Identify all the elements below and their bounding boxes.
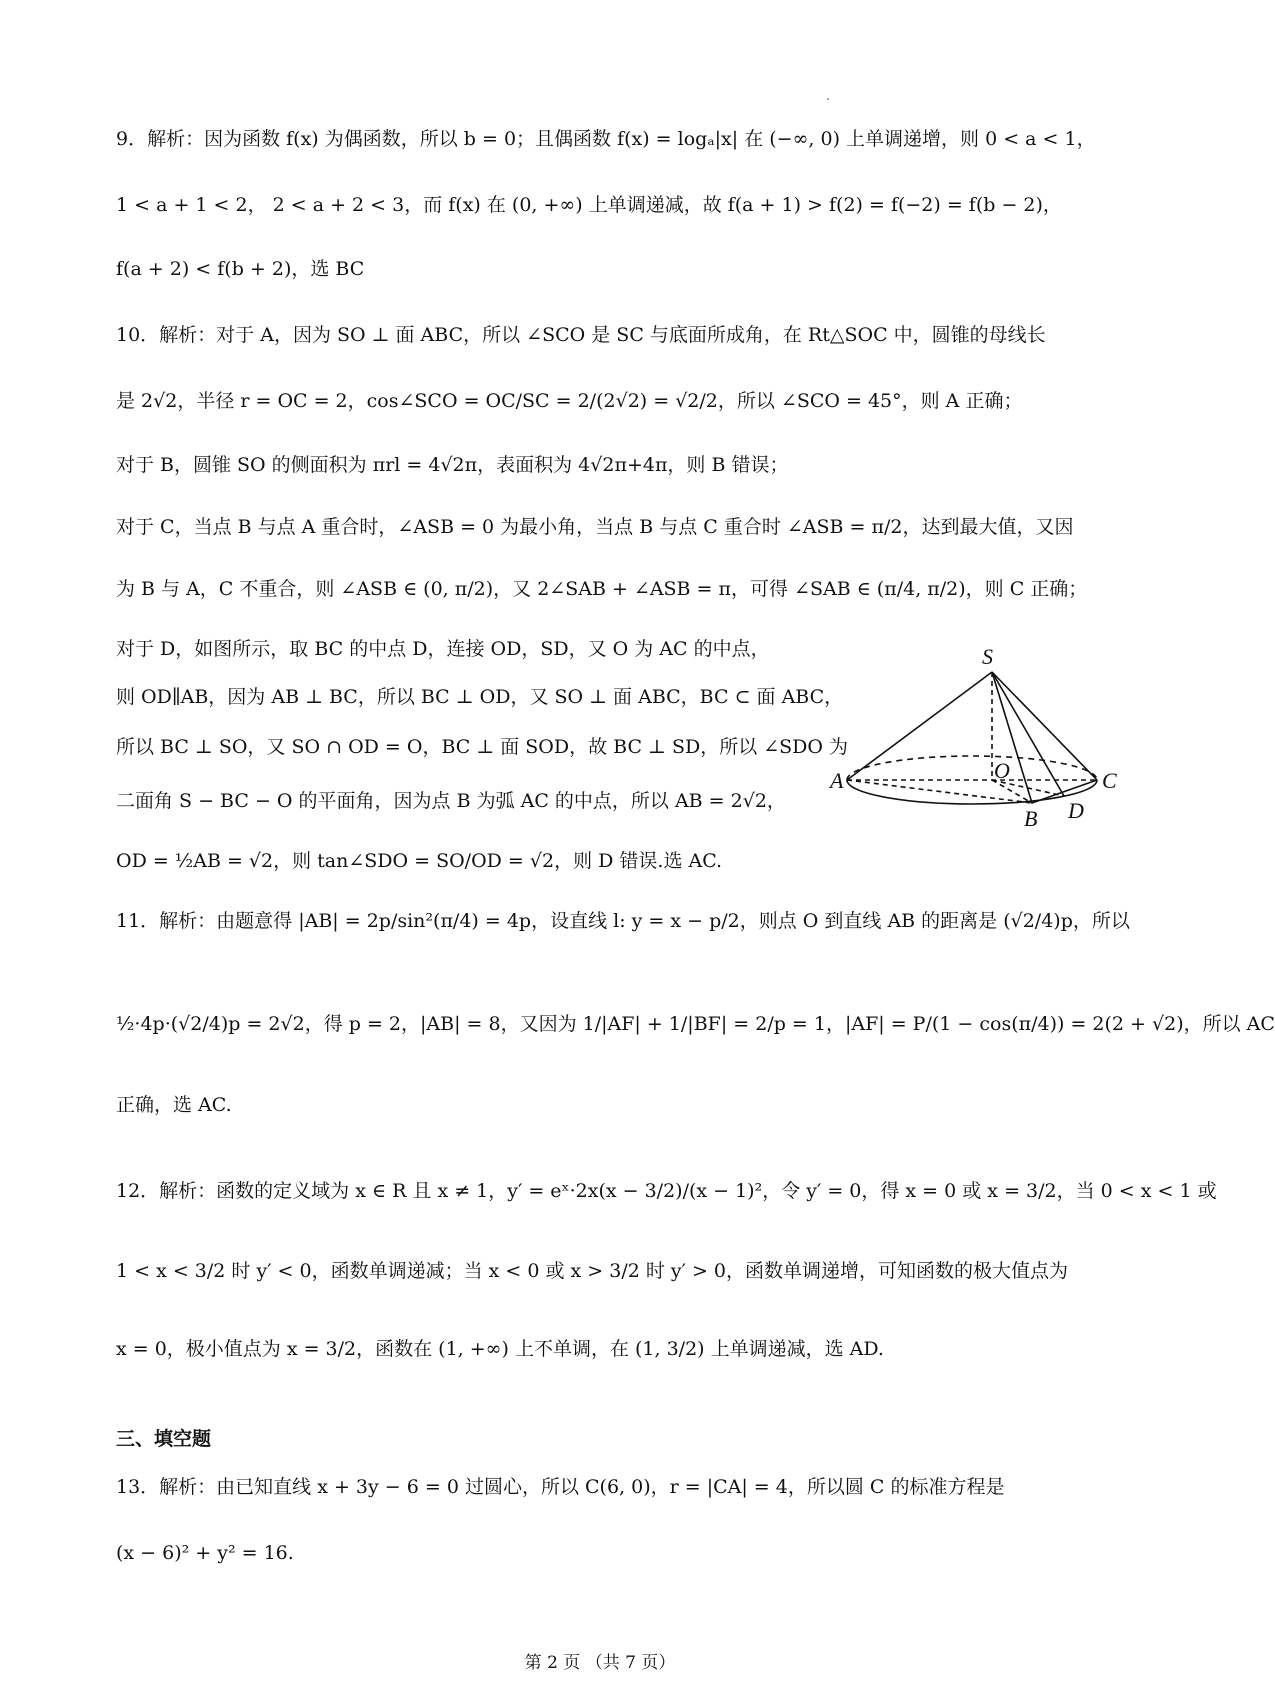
line-12-3: x = 0，极小值点为 x = 3/2，函数在 (1, +∞) 上不单调，在 (1, 3/2) 上单调递减，选 AD. [116,1338,884,1360]
line-10-3: 对于 B，圆锥 SO 的侧面积为 πrl = 4√2π，表面积为 4√2π+4π，则 B 错误； [116,454,789,476]
base-front-arc [847,780,1097,804]
line-13-1: 13．解析：由已知直线 x + 3y − 6 = 0 过圆心，所以 C(6, 0)，r = |CA| = 4，所以圆 C 的标准方程是 [116,1476,1005,1498]
edge-BC [1032,780,1097,803]
line-10-8: 所以 BC ⊥ SO，又 SO ∩ OD = O，BC ⊥ 面 SOD，故 BC ⊥ SD，所以 ∠SDO 为 [116,736,849,758]
line-10-7: 则 OD∥AB，因为 AB ⊥ BC，所以 BC ⊥ OD，又 SO ⊥ 面 ABC，BC ⊂ 面 ABC， [116,686,844,708]
line-13-2: (x − 6)² + y² = 16. [116,1542,294,1564]
line-10-9: 二面角 S − BC − O 的平面角，因为点 B 为弧 AC 的中点，所以 AB = 2√2， [116,790,786,812]
line-10-10: OD = ½AB = √2，则 tan∠SDO = SO/OD = √2，则 D 错误.选 AC. [116,850,723,872]
line-10-6: 对于 D，如图所示，取 BC 的中点 D，连接 OD，SD，又 O 为 AC 的中点， [116,638,770,660]
line-10-1: 10．解析：对于 A，因为 SO ⊥ 面 ABC，所以 ∠SCO 是 SC 与底面所成角，在 Rt△SOC 中，圆锥的母线长 [116,324,1046,346]
label-D: D [1068,798,1084,823]
page-footer: 第 2 页 （共 7 页） [524,1653,676,1673]
line-9-3: f(a + 2) < f(b + 2)，选 BC [116,258,365,280]
section-heading-fill-blank: 三、填空题 [116,1428,212,1450]
line-12-2: 1 < x < 3/2 时 y′ < 0，函数单调递减；当 x < 0 或 x > 3/2 时 y′ > 0，函数单调递增，可知函数的极大值点为 [116,1260,1069,1282]
label-O: O [994,758,1010,783]
line-10-2: 是 2√2，半径 r = OC = 2，cos∠SCO = OC/SC = 2/(2√2) = √2/2，所以 ∠SCO = 45°，则 A 正确； [116,390,1023,412]
label-C: C [1102,768,1117,793]
line-11-2: ½·4p·(√2/4)p = 2√2，得 p = 2，|AB| = 8，又因为 1/|AF| + 1/|BF| = 2/p = 1，|AF| = P/(1 − cos(π/4)) = 2(2 + √2)，所以 AC [116,1013,1275,1035]
line-9-2: 1 < a + 1 < 2， 2 < a + 2 < 3，而 f(x) 在 (0, +∞) 上单调递减，故 f(a + 1) > f(2) = f(−2) = f(b − 2)， [116,194,1062,216]
scan-dot [827,98,829,100]
line-11-3: 正确，选 AC. [116,1094,232,1116]
line-9-1: 9．解析：因为函数 f(x) 为偶函数，所以 b = 0；且偶函数 f(x) = logₐ|x| 在 (−∞, 0) 上单调递增，则 0 < a < 1， [116,128,1096,150]
line-10-4: 对于 C，当点 B 与点 A 重合时，∠ASB = 0 为最小角，当点 B 与点 C 重合时 ∠ASB = π/2，达到最大值，又因 [116,516,1074,538]
cone-figure [832,640,1132,850]
generatrix-SA [847,672,992,780]
label-S: S [982,644,993,669]
line-10-5: 为 B 与 A，C 不重合，则 ∠ASB ∈ (0, π/2)，又 2∠SAB + ∠ASB = π，可得 ∠SAB ∈ (π/4, π/2)，则 C 正确； [116,578,1088,600]
base-back-arc [847,756,1097,780]
line-11-1: 11．解析：由题意得 |AB| = 2p/sin²(π/4) = 4p，设直线 l: y = x − p/2，则点 O 到直线 AB 的距离是 (√2/4)p，所以 [116,910,1130,932]
line-12-1: 12．解析：函数的定义域为 x ∈ R 且 x ≠ 1，y′ = eˣ·2x(x − 3/2)/(x − 1)²，令 y′ = 0，得 x = 0 或 x = 3/2，当 0 < x < 1 或 [116,1180,1217,1202]
label-B: B [1024,806,1038,831]
label-A: A [830,768,844,793]
